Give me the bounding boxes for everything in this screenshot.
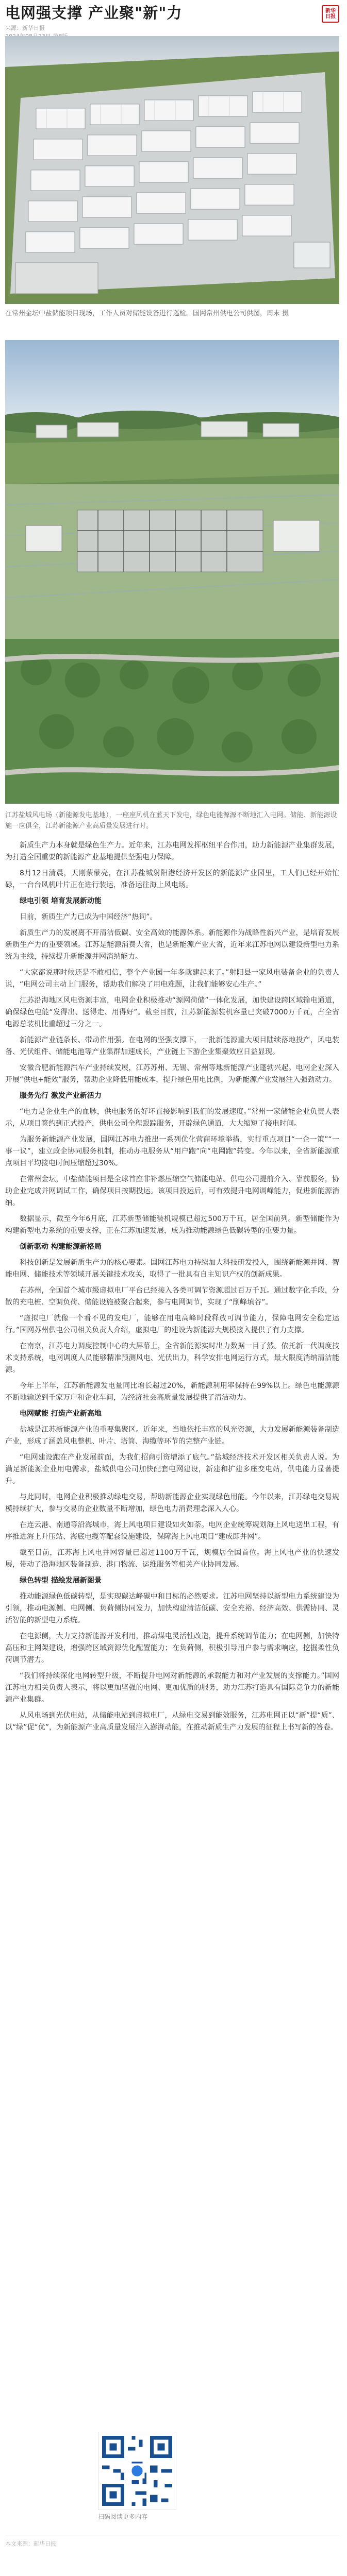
article-body [5,840,339,1738]
paragraph: 新能源产业链条长、带动作用强。在电网的坚强支撑下，一批新能源重大项目陆续落地投产，风电装备、光伏组件、储能电池等产业集群加速成长，产业链上下游企业集聚效应日益显现。 [5,1036,339,1056]
storage-station-caption: 在常州金坛中盐储能项目现场，工作人员对储能设备进行巡检。国网常州供电公司供图，周末 摄 [5,310,289,317]
paragraph: 从风电场到光伏电站，从储能电站到虚拟电厂，从绿电交易到能效服务，江苏电网正以“新”提“质”、以“绿”促“优”，为新能源产业高质量发展注入澎湃动能，在推动新质生产力发展的征程上书写新的答卷。 [5,1711,339,1732]
section-heading: 绿电引领 培育发展新动能 [20,897,102,905]
paragraph: 安徽合肥新能源汽车产业持续发展，江苏苏州、无锡、常州等地新能源产业蓬勃兴起。电网企业深入开展“供电+能效”服务，帮助企业降低用能成本，提升绿色用电比例，为新能源产业发展注入强劲动力。 [5,1064,339,1084]
qr-code[interactable] [98,2432,176,2510]
section-heading: 电网赋能 打造产业新高地 [20,1410,102,1418]
paragraph: 截至目前，江苏海上风电并网容量已超过1100万千瓦，规模居全国首位。海上风电产业的快速发展，带动了沿海地区装备制造、港口物流、运维服务等相关产业协同发展。 [5,1549,339,1569]
newspaper-logo [322,5,339,23]
qr-code-icon [98,2432,176,2510]
paragraph: 8月12日清晨，天刚蒙蒙亮，在江苏盐城射阳港经济开发区的新能源产业园里，工人们已经开始忙碌，一台台风机叶片正在进行装运，准备运往海上风电场。 [5,869,339,889]
substation-illustration [5,340,339,804]
paragraph: “我们将持续深化电网转型升级，不断提升电网对新能源的承载能力和对产业发展的支撑能力。”国网江苏电力相关负责人表示，将以更加坚强的电网、更加优质的服务，助力江苏打造具有国际竞争力的新能源产业集群。 [5,1672,339,1704]
article-source: 来源：新华日报 [5,25,45,31]
paragraph: 盐城是江苏新能源产业的重要集聚区。近年来，当地依托丰富的风光资源，大力发展新能源装备制造产业，形成了涵盖风电整机、叶片、塔筒、海缆等环节的完整产业链。 [5,1426,339,1446]
paragraph: 数据显示，截至今年6月底，江苏新型储能装机规模已超过500万千瓦，居全国前列。新型储能作为构建新型电力系统的重要支撑，正在江苏加速发展，成为推动能源绿色低碳转型的重要力量。 [5,1215,339,1235]
paragraph: 科技创新是发展新质生产力的核心要素。国网江苏电力持续加大科技研发投入，围绕新能源并网、智能电网、储能技术等领域开展关键技术攻关，取得了一批具有自主知识产权的创新成果。 [5,1259,339,1279]
paragraph: 江苏沿海地区风电资源丰富，电网企业积极推动“源网荷储”一体化发展，加快建设跨区域输电通道，确保绿色电能“发得出、送得走、用得好”。截至目前，江苏新能源装机容量已突破7000万千瓦，占全省电源总装机比重超过三分之一。 [5,996,339,1028]
substation-caption: 江苏盐城风电场（新能源发电基地），一座座风机在蓝天下发电，绿色电能源源不断地汇入电网。储能、新能源设施一应俱全，江苏新能源产业高质量发展进行时。 [5,811,337,830]
paragraph: “电网建设跑在产业发展前面，为我们招商引资增添了底气。”盐城经济技术开发区相关负责人说。为满足新能源企业用电需求，盐城供电公司加快配套电网建设，新建和扩建多座变电站，供电能力显著提升。 [5,1453,339,1485]
page-footer: 本文来源：新华日报 [5,2535,339,2548]
section-heading: 创新驱动 构建能源新格局 [20,1243,102,1251]
paragraph: 推动能源绿色低碳转型，是实现碳达峰碳中和目标的必然要求。江苏电网坚持以新型电力系统建设为引领，推动电源侧、电网侧、负荷侧协同发力，加快构建清洁低碳、安全充裕、经济高效、供需协同、灵活智能的新型电力系统。 [5,1592,339,1624]
paragraph: 在常州金坛，中盐储能项目是全球首座非补燃压缩空气储能电站。供电公司提前介入、靠前服务，协助企业完成并网调试工作，确保项目按期投运。该项目投运后，可有效提升电网调峰能力，促进新能源消纳。 [5,1175,339,1207]
paragraph: 与此同时，电网企业积极推动绿电交易，帮助新能源企业实现绿色用能。今年以来，江苏绿电交易规模持续扩大，参与交易的企业数量不断增加，绿色电力消费理念深入人心。 [5,1493,339,1513]
paragraph: 新质生产力本身就是绿色生产力。近年来，江苏电网发挥枢纽平台作用，助力新能源产业集群发展，为打造全国重要的新能源产业基地提供坚强电力保障。 [5,841,339,861]
paragraph: 在苏州，全国首个城市级虚拟电厂平台已经接入各类可调节资源超过百万千瓦。通过数字化手段，分散的充电桩、空调负荷、储能设施被聚合起来，参与电网调节，实现了“削峰填谷”。 [5,1286,339,1307]
paragraph: “大家都说那时候还是不敢相信，整个产业园一年多就建起来了。”射阳县一家风电装备企业的负责人说，“电网公司主动上门服务，帮助我们解决了用电难题，让我们能够安心生产。” [5,969,339,989]
paragraph: 新质生产力的发展离不开清洁低碳、安全高效的能源体系。新能源作为战略性新兴产业，是培育发展新质生产力的重要领域。江苏是能源消费大省，也是新能源产业大省，近年来江苏电网以建设新型电力系统为主线，持续提升新能源并网消纳能力。 [5,929,339,961]
storage-station-illustration [5,36,339,304]
section-heading: 绿色转型 描绘发展新图景 [20,1577,102,1585]
paragraph: “电力是企业生产的血脉，供电服务的好坏直接影响到我们的发展速度。”常州一家储能企业负责人表示，从项目签约到正式投产，供电公司全程跟踪服务，开辟绿色通道，大大缩短了接电时间。 [5,1108,339,1128]
substation-photo [5,340,339,804]
paragraph: 今年上半年，江苏新能源发电量同比增长超过20%，新能源利用率保持在99%以上。绿色电能源源不断地输送到千家万户和企业车间，为经济社会高质量发展提供了清洁动力。 [5,1382,339,1402]
paragraph: 为服务新能源产业发展，国网江苏电力推出一系列优化营商环境举措，实行重点项目“一企一策”“一事一议”，建立政企协同服务机制，推动办电服务从“用户跑”向“电网跑”转变。今年以来，全省新能源重点项目平均接电时间压缩超过30%。 [5,1136,339,1167]
paragraph: “虚拟电厂就像一个看不见的发电厂，能够在用电高峰时段释放可调节能力，保障电网安全稳定运行。”国网苏州供电公司相关负责人介绍，虚拟电厂的建设为新能源大规模接入提供了有力支撑。 [5,1314,339,1334]
article-header [5,3,339,34]
section-heading: 服务先行 激发产业新活力 [20,1092,102,1100]
paragraph: 目前，新质生产力已成为中国经济“热词”。 [20,913,157,921]
newspaper-logo-text: 新华日报 [325,8,336,20]
qr-caption: 扫码阅读更多内容 [98,2513,148,2520]
paragraph: 在电源侧，大力支持新能源开发利用，推动煤电灵活性改造，提升系统调节能力；在电网侧，加快特高压和主网架建设，增强跨区域资源优化配置能力；在负荷侧，积极引导用户参与需求响应，挖掘柔性负荷调节潜力。 [5,1632,339,1664]
paragraph: 在南京，江苏电力调度控制中心的大屏幕上，全省新能源实时出力数据一目了然。依托新一代调度技术支持系统，电网调度人员能够精准预测风电、光伏出力，科学安排电网运行方式，最大限度消纳清洁能源。 [5,1342,339,1374]
storage-station-photo [5,36,339,304]
article-title: 电网强支撑 产业聚"新"力 [5,4,183,22]
paragraph: 在连云港、南通等沿海城市，海上风电项目建设如火如荼。电网企业统筹规划海上风电送出工程，有序推进海上升压站、海底电缆等配套设施建设，保障海上风电项目“建成即并网”。 [5,1521,339,1541]
